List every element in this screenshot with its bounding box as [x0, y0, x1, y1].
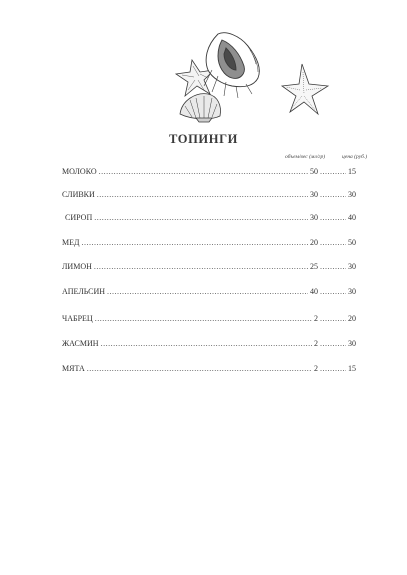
item-name: АПЕЛЬСИН [62, 287, 106, 296]
item-price: 30 [348, 339, 356, 348]
item-price: 15 [348, 364, 356, 373]
item-volume: 2 [314, 314, 318, 323]
item-volume: 50 [310, 167, 318, 176]
item-volume: 20 [310, 238, 318, 247]
item-name: СЛИВКИ [62, 190, 95, 199]
dot-leader [101, 339, 312, 348]
item-name: МОЛОКО [62, 167, 97, 176]
dot-leader [94, 213, 308, 222]
menu-row [62, 262, 360, 274]
item-price: 50 [348, 238, 356, 247]
item-name: ЛИМОН [62, 262, 92, 271]
item-price: 15 [348, 167, 356, 176]
dot-leader [320, 213, 346, 222]
dot-leader [94, 262, 308, 271]
menu-row [62, 339, 360, 351]
item-name: ЧАБРЕЦ [62, 314, 93, 323]
dot-leader [320, 314, 346, 323]
dot-leader [320, 190, 346, 199]
item-name: МЕД [62, 238, 80, 247]
item-price: 30 [348, 287, 356, 296]
item-volume: 40 [310, 287, 318, 296]
dot-leader [320, 238, 346, 247]
dot-leader [320, 287, 346, 296]
menu-row [62, 167, 360, 179]
menu-row [62, 364, 360, 376]
menu-row [62, 314, 360, 326]
dot-leader [107, 287, 308, 296]
starfish-icon [282, 64, 328, 114]
item-price: 20 [348, 314, 356, 323]
dot-leader [320, 364, 346, 373]
item-price: 40 [348, 213, 356, 222]
item-volume: 2 [314, 364, 318, 373]
item-volume: 30 [310, 213, 318, 222]
header-volume: объем/вес (мл/гр) [285, 154, 326, 160]
item-volume: 25 [310, 262, 318, 271]
dot-leader [320, 262, 346, 271]
dot-leader [95, 314, 312, 323]
dot-leader [81, 238, 308, 247]
menu-row [62, 238, 360, 250]
dot-leader [99, 167, 308, 176]
menu-title: ТОПИНГИ [169, 132, 238, 146]
menu-row [62, 213, 360, 225]
shell-icon [204, 33, 259, 98]
item-volume: 30 [310, 190, 318, 199]
item-volume: 2 [314, 339, 318, 348]
item-name: МЯТА [62, 364, 85, 373]
item-price: 30 [348, 262, 356, 271]
seashells-illustration [0, 0, 407, 140]
header-price: цена (руб.) [342, 154, 368, 160]
dot-leader [320, 339, 346, 348]
dot-leader [97, 190, 308, 199]
item-price: 30 [348, 190, 356, 199]
dot-leader [320, 167, 346, 176]
scallop-icon [180, 94, 221, 122]
item-name: СИРОП [65, 213, 93, 222]
dot-leader [87, 364, 312, 373]
item-name: ЖАСМИН [62, 339, 99, 348]
menu-row [62, 190, 360, 202]
menu-row [62, 287, 360, 299]
